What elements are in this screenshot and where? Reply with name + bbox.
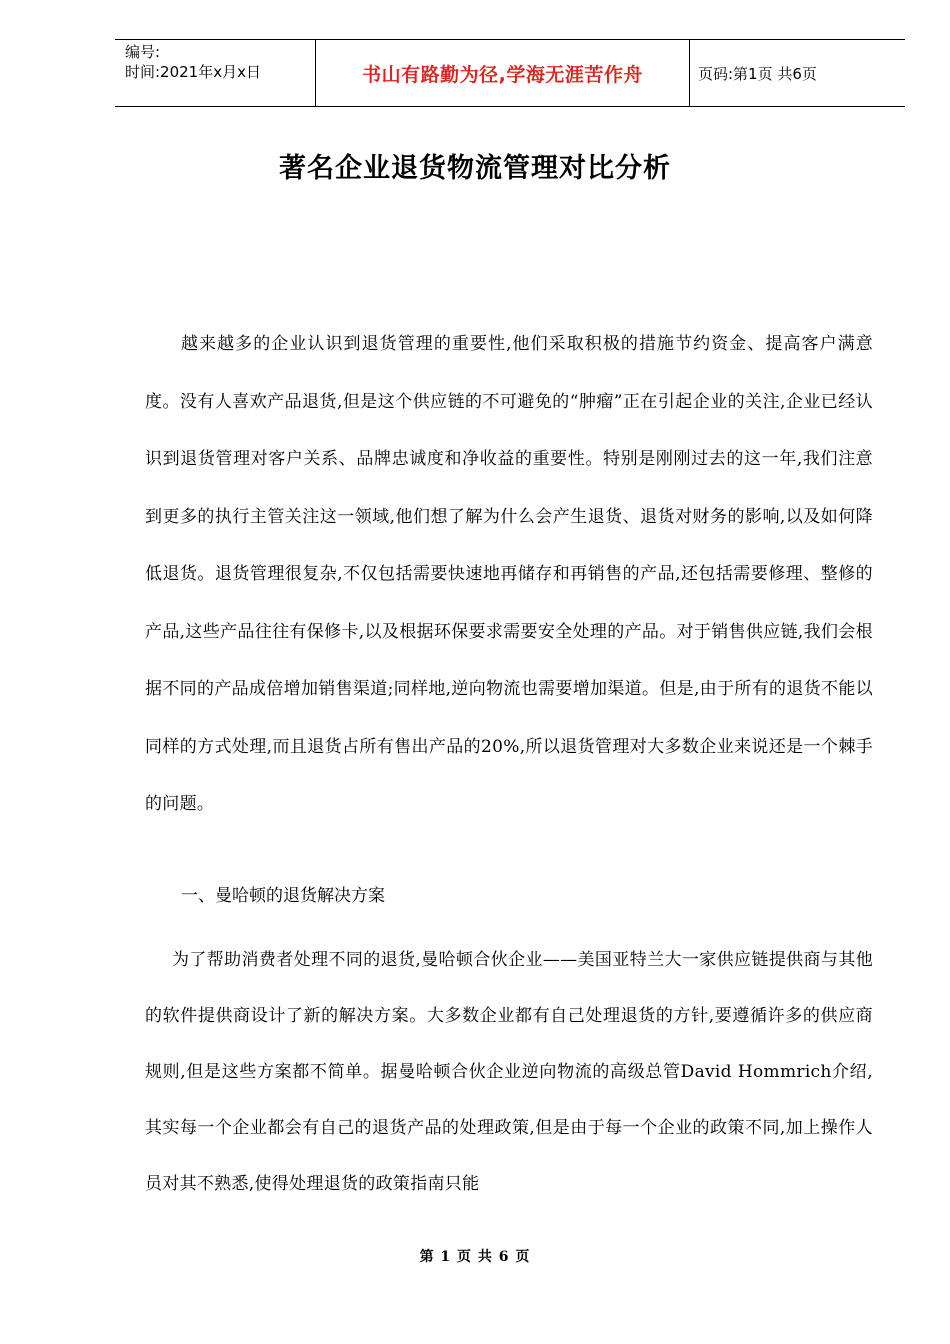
motto-text: 书山有路勤为径,学海无涯苦作舟 [362, 63, 643, 86]
header-meta-cell [115, 40, 316, 106]
paragraph-intro: 越来越多的企业认识到退货管理的重要性,他们采取积极的措施节约资金、提高客户满意度。没有人喜欢产品退货,但是这个供应链的不可避免的“肿瘤”正在引起企业的关注,企业已经认识到退货管理对客户关系、品牌忠诚度和净收益的重要性。特别是刚刚过去的这一年,我们注意到更多的执行主管关注这一领域,他们想了解为什么会产生退货、退货对财务的影响,以及如何降低退货。退货管理很复杂,不仅包括需要快速地再储存和再销售的产品,还包括需要修理、整修的产品,这些产品往往有保修卡,以及根据环保要求需要安全处理的产品。对于销售供应链,我们会根据不同的产品成倍增加销售渠道;同样地,逆向物流也需要增加渠道。但是,由于所有的退货不能以同样的方式处理,而且退货占所有售出产品的20%,所以退货管理对大多数企业来说还是一个棘手的问题。 [145, 334, 873, 814]
page-info: 页码:第1页 共6页 [698, 64, 817, 83]
header-table [115, 39, 905, 107]
header-motto-cell [316, 40, 690, 106]
header-page-cell [690, 40, 905, 106]
time-label: 时间:2021年x月x日 [125, 63, 261, 81]
serial-label: 编号: [125, 43, 161, 61]
page-footer: 第 1 页 共 6 页 [419, 1249, 531, 1265]
document-title: 著名企业退货物流管理对比分析 [279, 153, 671, 184]
paragraph-section-1: 为了帮助消费者处理不同的退货,曼哈顿合伙企业——美国亚特兰大一家供应链提供商与其他的软件提供商设计了新的解决方案。大多数企业都有自己处理退货的方针,要遵循许多的供应商规则,但是这些方案都不简单。据曼哈顿合伙企业逆向物流的高级总管David Hommrich介绍,其实每一个企业都会有自己的退货产品的处理政策,但是由于每一个企业的政策不同,加上操作人员对其不熟悉,使得处理退货的政策指南只能 [145, 950, 873, 1194]
section-heading: 一、曼哈顿的退货解决方案 [181, 886, 385, 906]
